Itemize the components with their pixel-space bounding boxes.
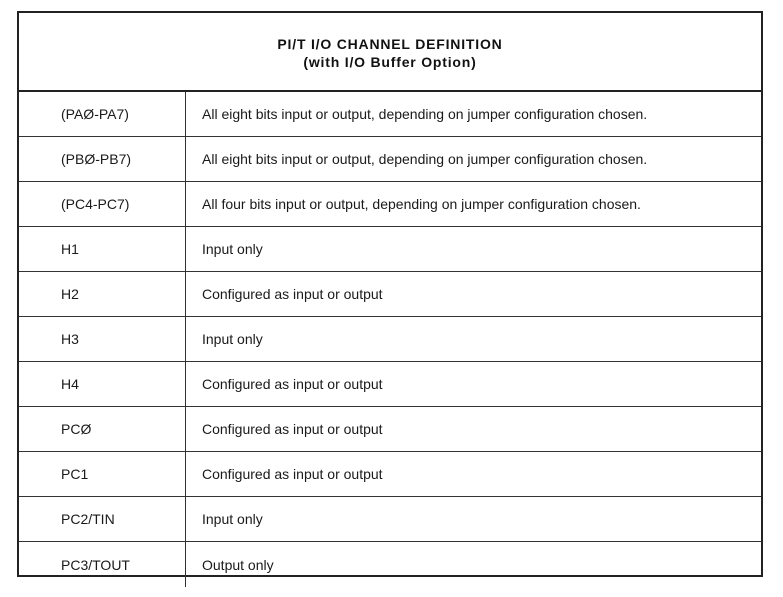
table-body <box>19 92 761 587</box>
description-cell: All four bits input or output, depending on jumper configuration chosen. <box>202 196 641 212</box>
signal-cell: PC3/TOUT <box>19 542 186 587</box>
description-cell: All eight bits input or output, depending on jumper configuration chosen. <box>202 106 648 122</box>
table-row <box>19 497 761 542</box>
signal-cell: PCØ <box>19 407 186 451</box>
table-row <box>19 542 761 587</box>
table-row <box>19 407 761 452</box>
table-row <box>19 182 761 227</box>
description-cell: All eight bits input or output, depending on jumper configuration chosen. <box>202 151 648 167</box>
table-subtitle: (with I/O Buffer Option) <box>303 53 477 70</box>
description-cell: Configured as input or output <box>202 376 383 392</box>
table-row <box>19 137 761 182</box>
table-title: PI/T I/O CHANNEL DEFINITION <box>277 35 503 52</box>
table-title-block <box>19 13 761 92</box>
signal-cell: H3 <box>19 317 186 361</box>
description-cell: Output only <box>202 556 274 573</box>
table-row <box>19 362 761 407</box>
description-cell: Configured as input or output <box>202 466 383 482</box>
description-cell: Input only <box>202 241 263 257</box>
table-row <box>19 272 761 317</box>
description-cell: Configured as input or output <box>202 421 383 437</box>
signal-cell: PC2/TIN <box>19 497 186 541</box>
table-row <box>19 452 761 497</box>
signal-cell: H2 <box>19 272 186 316</box>
description-cell: Input only <box>202 511 263 527</box>
signal-cell: PC1 <box>19 452 186 496</box>
signal-cell: H4 <box>19 362 186 406</box>
signal-cell: (PBØ-PB7) <box>19 137 186 181</box>
table-row <box>19 317 761 362</box>
signal-cell: (PC4-PC7) <box>19 182 186 226</box>
table-row <box>19 227 761 272</box>
signal-cell: H1 <box>19 227 186 271</box>
description-cell: Configured as input or output <box>202 286 383 302</box>
description-cell: Input only <box>202 331 263 347</box>
table-row <box>19 92 761 137</box>
signal-cell: (PAØ-PA7) <box>19 92 186 136</box>
channel-definition-table <box>17 11 763 577</box>
